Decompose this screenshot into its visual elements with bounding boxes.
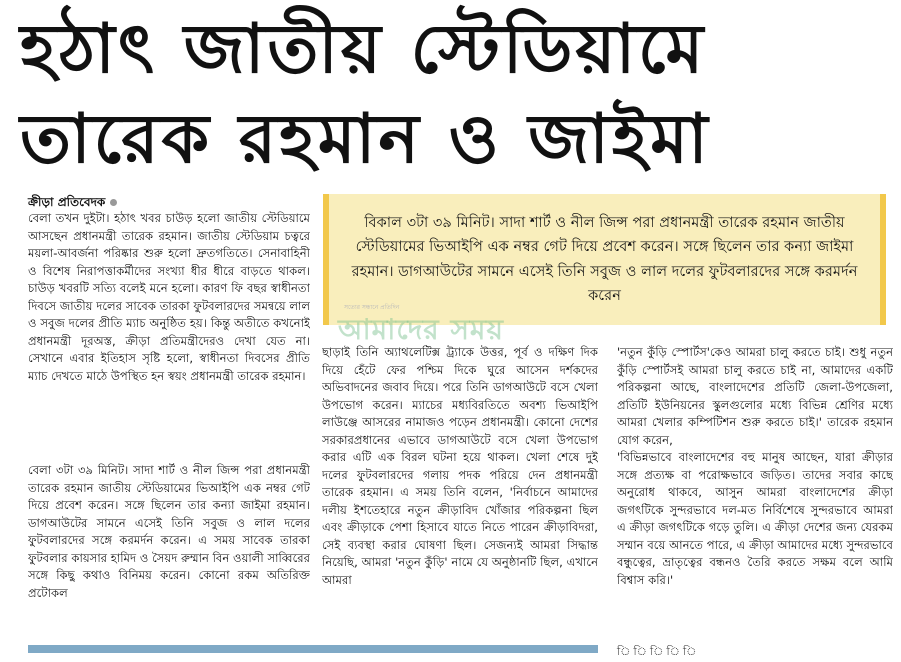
article-column-1-top	[28, 210, 310, 462]
article-paragraph: ছাড়াই তিনি অ্যাথলেটিক্স ট্র্যাকে উত্তর, পূর্ব ও দক্ষিণ দিক দিয়ে হেঁটে ফের পশ্চিম দিকে ঘুরে আসেন দর্শকদের অভিবাদনের জবাব দিয়ে। পরে তিনি ডাগআউটে বসে খেলা উপভোগ করেন। ম্যাচের মধ্যবিরতিতে অবশ্য ভিআইপি লাউঞ্জে আসরের নামাজও পড়েন প্রধানমন্ত্রী। কোনো দেশের সরকারপ্রধানের এভাবে ডাগআউটে বসে খেলা উপভোগ করার এটি এক বিরল ঘটনা হয়ে থাকল। খেলা শেষে দুই দলের ফুটবলারদের গলায় পদক পরিয়ে দেন প্রধানমন্ত্রী তারেক রহমান। এ সময় তিনি বলেন, 'নির্বাচনে আমাদের দলীয় ইশতেহারে নতুন ক্রীড়াবিদ খোঁজার পরিকল্পনা ছিল এবং ক্রীড়াকে পেশা হিসাবে যাতে নিতে পারেন ক্রীড়াবিদরা, সেই ব্যবস্থা করার ঘোষণা ছিল। সেজন্যই আমরা সিদ্ধান্ত নিয়েছি, আমরা 'নতুন কুঁড়ি' নামে যে অনুষ্ঠানটি ছিল, এখানে আমরা	[322, 345, 598, 587]
headline-line-2: তারেক রহমান ও জাইমা	[20, 100, 711, 179]
headline	[0, 0, 901, 190]
article-paragraph: 'নতুন কুঁড়ি স্পোর্টস'কেও আমরা চালু করতে চাই। শুধু নতুন কুঁড়ি স্পোর্টসই আমরা চালু করতে চাই না, আমাদের একটি পরিকল্পনা আছে, বাংলাদেশের প্রতিটি জেলা-উপজেলা, প্রতিটি ইউনিয়নের স্কুলগুলোর মধ্যে বিভিন্ন শ্রেণির মধ্যে আমরা খেলার কম্পিটিশন শুরু করতে চাই।' তারেক রহমান যোগ করেন,	[617, 345, 893, 447]
byline-text: ক্রীড়া প্রতিবেদক	[28, 195, 106, 209]
pull-quote-box	[323, 194, 886, 325]
watermark-tagline: সত্যের সন্ধানে প্রতিদিন	[344, 304, 400, 311]
headline-line-1: হঠাৎ জাতীয় স্টেডিয়ামে	[20, 10, 707, 89]
pull-quote-text: বিকাল ৩টা ৩৯ মিনিট। সাদা শার্ট ও নীল জিন্স পরা প্রধানমন্ত্রী তারেক রহমান জাতীয় স্টেডিয়ামের ভিআইপি এক নম্বর গেট দিয়ে প্রবেশ করেন। সঙ্গে ছিলেন তার কন্যা জাইমা রহমান। ডাগআউটের সামনে এসেই তিনি সবুজ ও লাল দলের ফুটবলারদের সঙ্গে করমর্দন করেন	[351, 213, 858, 304]
bottom-photo-edge	[28, 645, 598, 653]
watermark-brand: আমাদের সময়	[338, 313, 504, 346]
article-paragraph: 'বিভিন্নভাবে বাংলাদেশের বহু মানুষ আছেন, যারা ক্রীড়ার সঙ্গে প্রত্যক্ষ বা পরোক্ষভাবে জড়িত। তাদের সবার কাছে অনুরোধ থাকবে, আসুন আমরা বাংলাদেশের ক্রীড়া জগৎটিকে সুন্দরভাবে দল-মত নির্বিশেষে সুন্দরভাবে আমরা এ ক্রীড়া জগৎটিকে গড়ে তুলি। এ ক্রীড়া দেশের জন্য যেরকম সম্মান বয়ে আনতে পারে, এ ক্রীড়া আমাদের মধ্যে সুন্দরভাবে বন্ধুত্বের, ভ্রাতৃত্বের বন্ধনও তৈরি করতে সক্ষম বলে আমি বিশ্বাস করি।'	[617, 450, 893, 587]
article-column-2	[322, 344, 598, 640]
bullet-icon	[110, 199, 117, 206]
article-column-3	[617, 344, 893, 640]
article-paragraph: বেলা তখন দুইটা। হঠাৎ খবর চাউড় হলো জাতীয় স্টেডিয়ামে আসছেন প্রধানমন্ত্রী তারেক রহমান। জাতীয় স্টেডিয়াম চত্বরে ময়লা-আবর্জনা পরিষ্কার শুরু হলো দ্রুতগতিতে। সেনাবাহিনী ও বিশেষ নিরাপত্তাকর্মীদের সংখ্যা ধীর ধীরে বাড়তে থাকল। চাউড় খবরটি সত্যি বলেই মনে হলো। কারণ ফি বছর স্বাধীনতা দিবসে জাতীয় দলের সাবেক তারকা ফুটবলারদের সমন্বয়ে লাল ও সবুজ দলের প্রীতি ম্যাচ অনুষ্ঠিত হয়। কিন্তু অতীতে কখনোই প্রধানমন্ত্রী দূরঅস্ত, ক্রীড়া প্রতিমন্ত্রীদেরও দেখা যেত না। সেখানে এবার ইতিহাস সৃষ্টি হলো, স্বাধীনতা দিবসের প্রীতি ম্যাচ দেখতে মাঠে উপস্থিত হন স্বয়ং প্রধানমন্ত্রী তারেক রহমান।	[28, 211, 310, 383]
article-column-1-bottom	[28, 462, 310, 638]
cut-off-text: ি ি ি ি ি	[617, 645, 697, 658]
article-paragraph: বেলা ৩টা ৩৯ মিনিট। সাদা শার্ট ও নীল জিন্স পরা প্রধানমন্ত্রী তারেক রহমান জাতীয় স্টেডিয়ামের ভিআইপি এক নম্বর গেট দিয়ে প্রবেশ করেন। সঙ্গে ছিলেন তার কন্যা জাইমা রহমান। ডাগআউটের সামনে এসেই তিনি সবুজ ও লাল দলের ফুটবলারদের সঙ্গে করমর্দন করেন। এ সময় সাবেক তারকা ফুটবলার কায়সার হামিদ ও সৈয়দ রুম্মান বিন ওয়ালী সাব্বিরের সঙ্গে কিছু কথাও বিনিময় করেন। কোনো রকম অতিরিক্ত প্রটোকল	[28, 463, 310, 600]
byline	[28, 194, 117, 210]
